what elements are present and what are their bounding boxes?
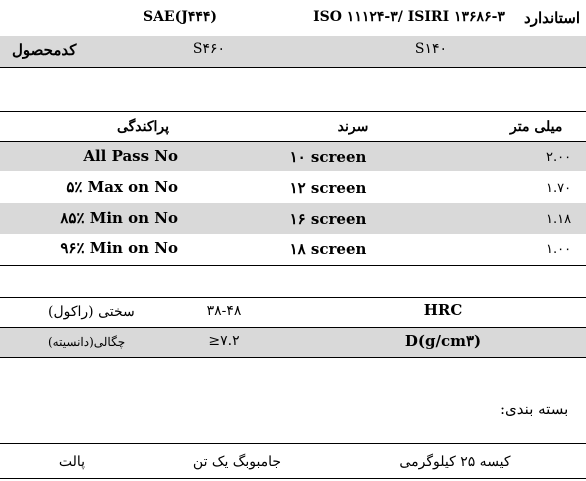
millimeter-cell: ۲.۰۰ (546, 150, 572, 165)
divider-line (0, 443, 586, 444)
product-code-iso: S۱۴۰ (414, 41, 448, 57)
divider-line (0, 478, 586, 479)
density-unit: D(g/cm۳) (404, 332, 482, 350)
packaging-option: پالت (58, 454, 86, 470)
product-code-band (0, 36, 586, 67)
product-code-label: کدمحصول (12, 41, 77, 59)
hardness-label: سختی (راکول) (48, 304, 135, 320)
packaging-option: جامبوبگ یک تن (192, 454, 282, 470)
sieve-header: سرند (337, 119, 369, 135)
sieve-cell: ۱۰ screen (289, 148, 367, 166)
sieve-cell: ۱۸ screen (289, 240, 367, 258)
divider-line (0, 265, 586, 266)
divider-line (0, 297, 586, 298)
distribution-cell: All Pass No (83, 147, 178, 165)
sieve-cell: ۱۲ screen (289, 179, 367, 197)
standard-label: استاندارد (524, 9, 580, 27)
hardness-unit: HRC (423, 301, 463, 319)
density-value: ≥۷.۲ (208, 333, 240, 349)
millimeter-cell: ۱.۷۰ (546, 181, 572, 196)
iso-standard: ISO ۱۱۱۲۴-۳/ ISIRI ۱۳۶۸۶-۳ (313, 9, 505, 25)
density-label: چگالی(دانسیته) (48, 335, 126, 349)
millimeter-header: میلی متر (510, 119, 563, 135)
distribution-header: پراکندگی (116, 119, 170, 135)
sae-standard: SAE(J۴۴۴) (142, 9, 218, 25)
packaging-title: بسته بندی: (500, 400, 569, 418)
sieve-cell: ۱۶ screen (289, 210, 367, 228)
distribution-cell: ۸۵٪ Min on No (60, 209, 178, 227)
hardness-value: ۳۸-۴۸ (206, 303, 242, 319)
divider-line (0, 67, 586, 68)
packaging-option: کیسه ۲۵ کیلوگرمی (399, 454, 511, 470)
divider-line (0, 357, 586, 358)
distribution-cell: ۵٪ Max on No (66, 178, 178, 196)
millimeter-cell: ۱.۰۰ (546, 242, 572, 257)
millimeter-cell: ۱.۱۸ (546, 212, 572, 227)
divider-line (0, 327, 586, 328)
product-code-sae: S۴۶۰ (192, 41, 226, 57)
divider-line (0, 111, 586, 112)
distribution-cell: ۹۶٪ Min on No (60, 239, 178, 257)
